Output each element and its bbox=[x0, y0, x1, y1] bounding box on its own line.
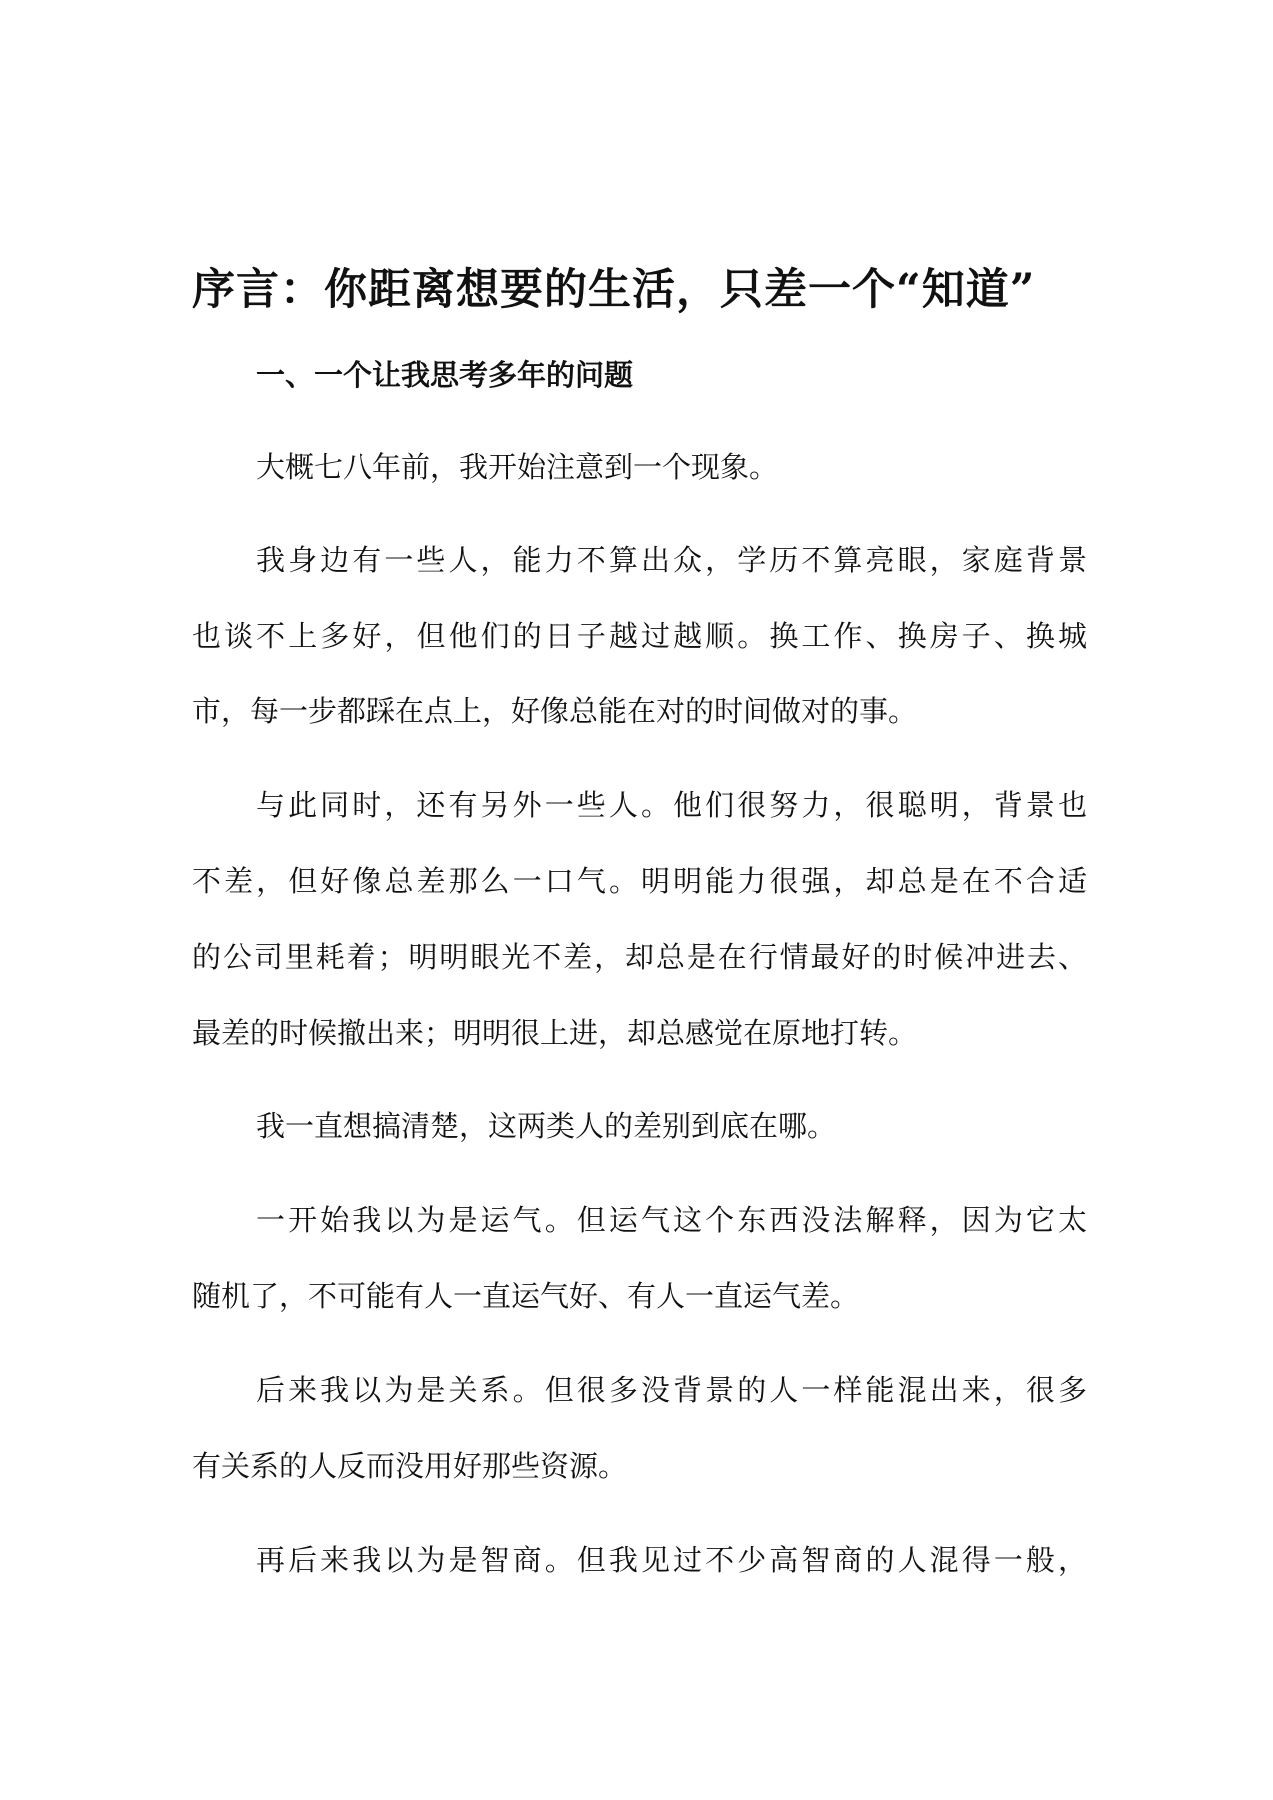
paragraph-line: 市，每一步都踩在点上，好像总能在对的时间做对的事。 bbox=[192, 694, 918, 728]
paragraph-line: 最差的时候撤出来；明明很上进，却总感觉在原地打转。 bbox=[192, 1016, 918, 1050]
paragraph-line: 随机了，不可能有人一直运气好、有人一直运气差。 bbox=[192, 1279, 860, 1313]
paragraph-line: 我身边有一些人，能力不算出众，学历不算亮眼，家庭背景 bbox=[256, 543, 1087, 577]
paragraph-line: 再后来我以为是智商。但我见过不少高智商的人混得一般， bbox=[256, 1543, 1087, 1577]
paragraph-line: 有关系的人反而没用好那些资源。 bbox=[192, 1449, 628, 1483]
paragraph-line: 的公司里耗着；明明眼光不差，却总是在行情最好的时候冲进去、 bbox=[192, 940, 1087, 974]
paragraph-line: 也谈不上多好，但他们的日子越过越顺。换工作、换房子、换城 bbox=[192, 619, 1087, 653]
paragraph-line: 我一直想搞清楚，这两类人的差别到底在哪。 bbox=[256, 1109, 837, 1143]
paragraph-line: 不差，但好像总差那么一口气。明明能力很强，却总是在不合适 bbox=[192, 864, 1087, 898]
paragraph-line: 大概七八年前，我开始注意到一个现象。 bbox=[256, 450, 779, 484]
paragraph-line: 与此同时，还有另外一些人。他们很努力，很聪明，背景也 bbox=[256, 788, 1087, 822]
page-title: 序言：你距离想要的生活，只差一个“知道” bbox=[192, 265, 1036, 315]
paragraph-line: 后来我以为是关系。但很多没背景的人一样能混出来，很多 bbox=[256, 1373, 1087, 1407]
paragraph-line: 一开始我以为是运气。但运气这个东西没法解释，因为它太 bbox=[256, 1203, 1087, 1237]
section-heading: 一、一个让我思考多年的问题 bbox=[256, 358, 634, 392]
